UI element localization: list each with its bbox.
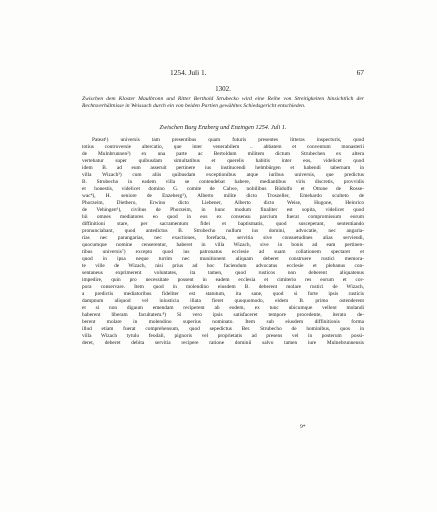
text-line: rias nec parangarias, nec exactiones, forefacta, servitia sive consuetudines alias serviendi, [82,235,364,242]
text-line: haberent liberam facultatem.⁸) Si vero ipsis satisfaceret tempore procedente, iterato de- [82,312,364,319]
text-line: villa Wizach³) cum aliis quibusdam exceptionibus atque iuribus universis, que predictus [82,172,364,179]
text-line: Pateat¹) universis tam presentibus quam futuris presentes litteras inspecturis, quod [92,137,364,143]
printer-signature: 9* [300,424,306,430]
text-line: et honestis, videlicet domino G. comite de Calwe, nobilibus Rūdolfo et Ottone de Rosse- [82,186,364,193]
header-date: 1254. Juli 1. [170,68,207,77]
text-line: quocumque nomine censerentur, haberet in villa Wizach, sive in bonis ad eam pertinen- [82,242,364,249]
text-line: impedire, quin pro necessitate possent in eadem ecclesia et cimiterio res eorum et cor- [82,277,364,284]
text-line: villa Wizach tytulo feodali, pignoris vel proprietatis ad presens vel in posterum possi- [82,333,364,340]
text-line: vertebatur super quibusdam simultatibus et querelis habitis inter eos, videlicet quod [82,158,364,165]
text-line: B. Strubecho in eadem villa se contendebat habere, mediantibus viris discretis, provvidis [82,179,364,186]
page-number: 67 [356,68,364,77]
text-line: Phorzeim, Dietherо, Erwino dicto Liebener, Alberto dicto Weise, Hugone, Heinrico [82,200,364,207]
text-line: pronunciabant, quod antedictus B. Strubecho nullum ius domini, advocatie, nec angaria- [82,228,364,235]
text-line: de Vehingen⁶), civibus de Phorzeim, in hunc modum finaliter est sopita, videlicet quod [82,207,364,214]
text-line: illud etiam fuerat comprehensum, quod sepedictus Ber. Strubecho de hominibus, quos in [82,326,364,333]
text-line: wac⁴), H. seniore de Enzeberg⁵), Alberto milite dicto Troszeller, Emehardo sculteto de [82,193,364,200]
text-line: sentaneus exprimerent voluntates, ita tamen, quod rusticos non deberent aliquatenus [82,270,364,277]
text-line: diffinitioni stare, per sacramentum fidei et baptismatis, quod susceperant, sententiando [82,221,364,228]
text-line: totius controversie altercatio, que inter venerabilem .. abbatem et conventum monasterii [82,144,364,151]
text-line: dampnum aliquod vel iniusticia illata fieret quoquomodo, eidem B. primo ostenderent [82,298,364,305]
text-line: quod in ipsa neque turrim nec munitionem aliquam deberet construere rustici memora- [82,256,364,263]
text-line: idem B. ad eum asseruit pertinere ius institucendi helmbürgen et habendi tabernam in [82,165,364,172]
text-line: deret, deberet debita servitia recipere ratione dominii salvo tamen iure Mulnebrunnensis [82,340,364,347]
document-number: 1302. [215,85,231,93]
document-summary: Zwischen dem Kloster Maulbronn und Ritter Berthold Strubecko wird eine Reihe von Streitigkeiten hinsichtlich der Rechtsverhältnisse in Weissach durch ein von beiden Partien gewähltes Schiedsgericht entschieden. [82,96,364,109]
text-line: tibus universis⁷) excepto quod ius patronatus ecclesie ad suam collationem spectaret et [82,249,364,256]
text-line: pora conservare. Item quod in molendino eiusdem B. deberent molare rustici de Wizach, [82,284,364,291]
place-and-date: Zwischen Burg Enzberg und Enzingen 1254. Juli 1. [159,124,287,131]
text-line: et si non digaum emendam reciperent ab eodem, ex tunc ubicumque vellent molandi [82,305,364,312]
text-line: berent molare in molendino superius nominato. Item sub eiusdem diffinitionis forma [82,319,364,326]
text-line: a predictis mediatoribus fideliter est statutum, ita sane, quod si forte ipsis rusticis [82,291,364,298]
text-line: de Mulnbrunnen²) ex una parte ac Bertoldum militem dictum Strubechen ex altera [82,151,364,158]
text-line: te ville de Wizach, nisi prius ad hoc faciendum advocatus ecclesie et plebanus con- [82,263,364,270]
running-header [82,68,364,78]
text-line: hii omnes mediatores eo quod in eos ex consensu parcium fuerat compromissum eorum [82,214,364,221]
charter-text [82,137,364,347]
